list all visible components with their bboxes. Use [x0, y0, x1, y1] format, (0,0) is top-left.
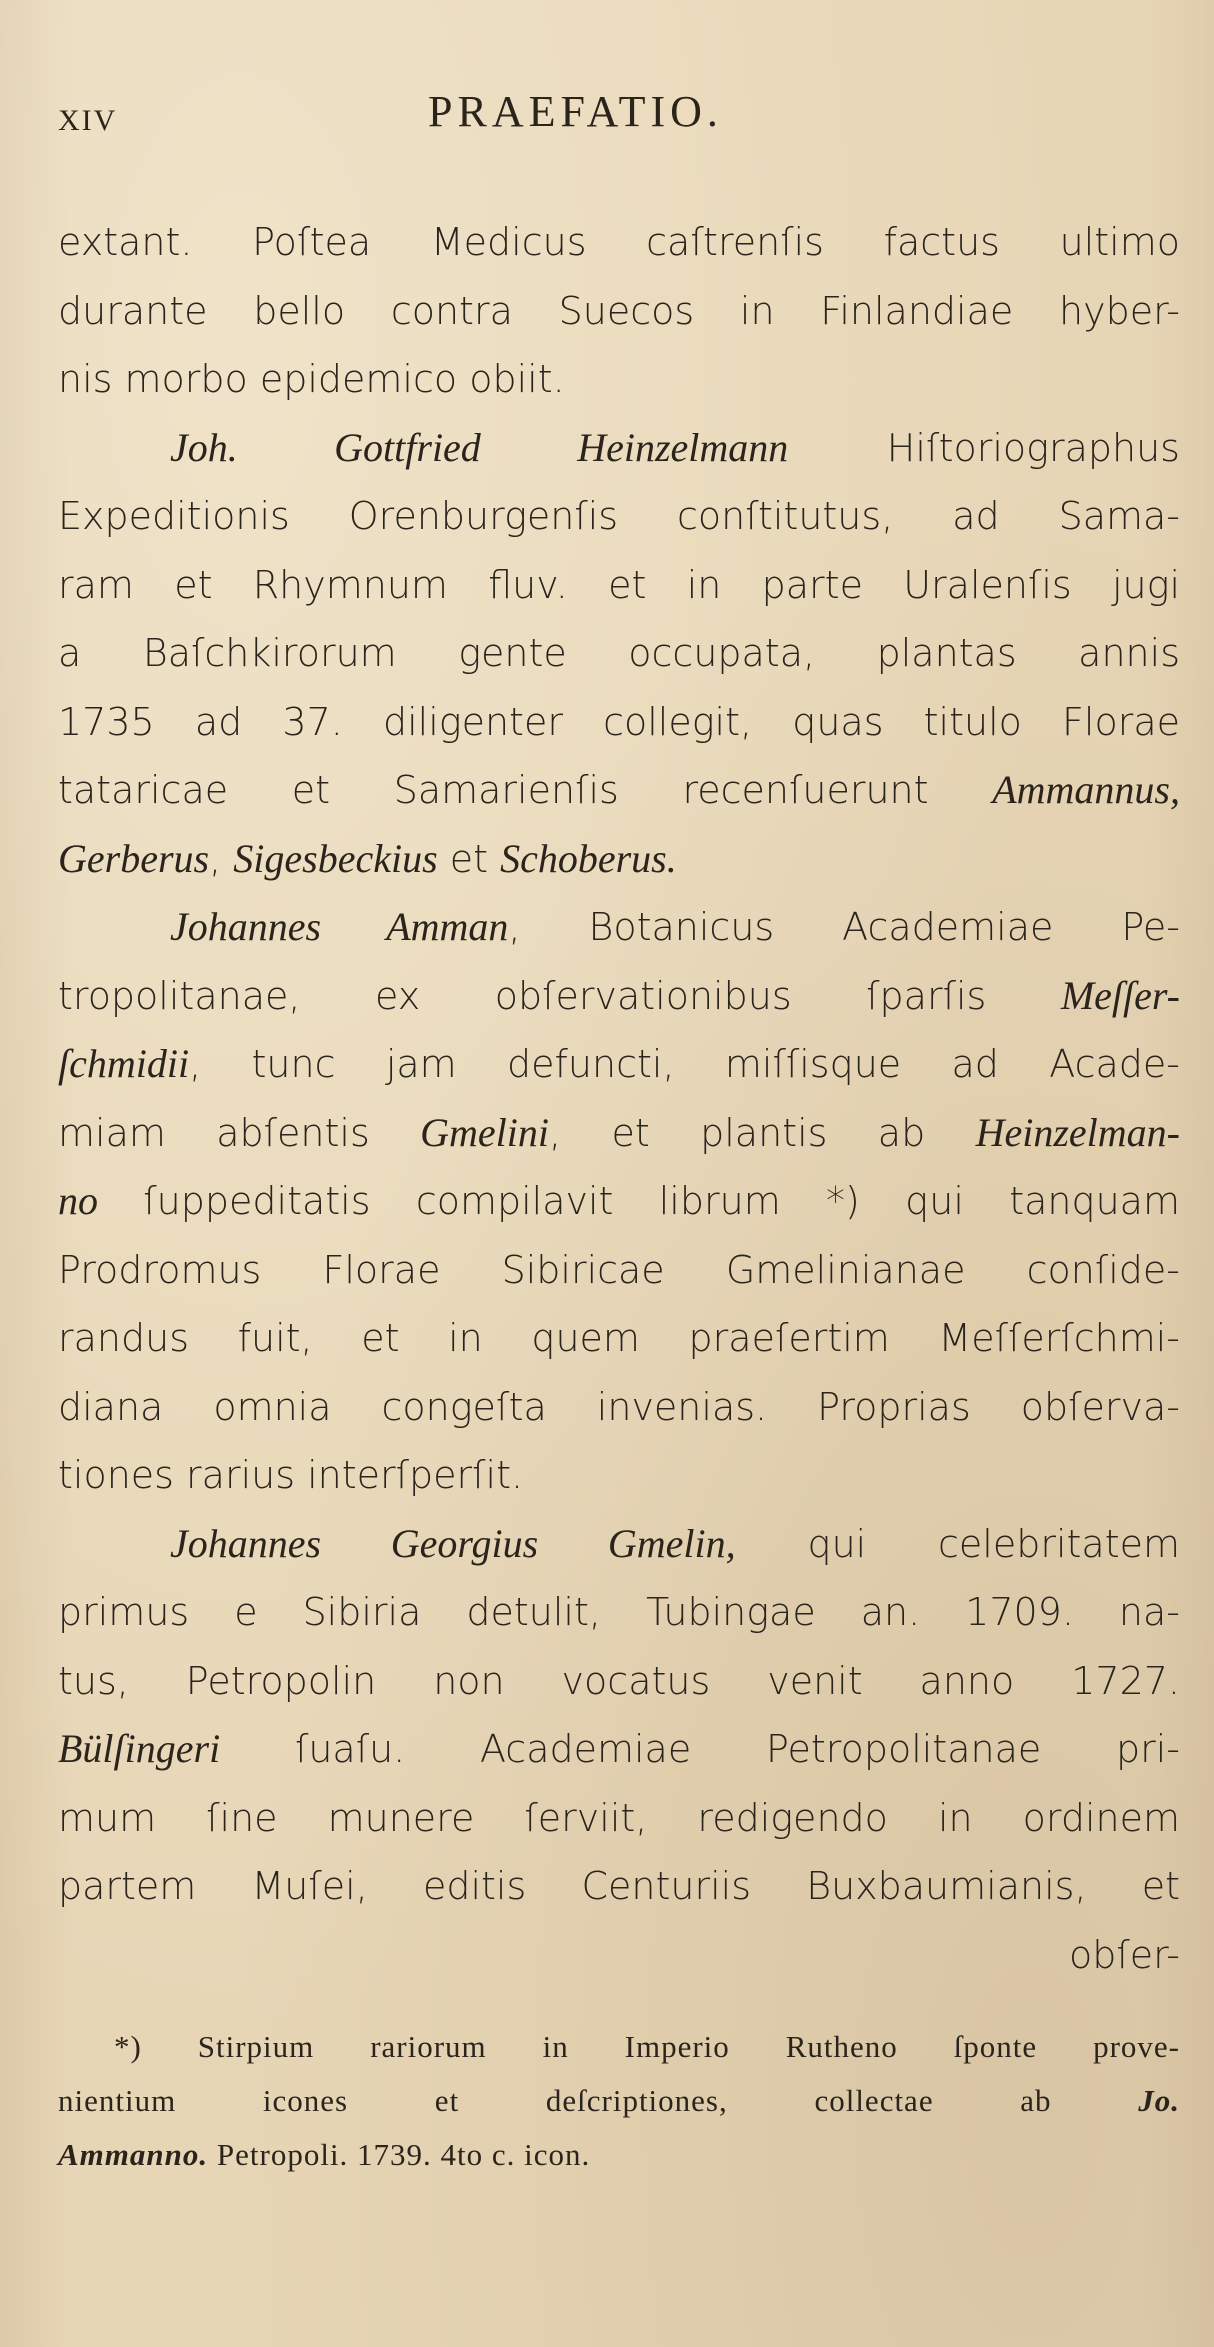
text-line: randus fuit, et in quem praeſertim Meſſerſchmi-	[58, 1316, 1180, 1360]
text-line: extant. Poſtea Medicus caſtrenſis factus ultimo	[58, 220, 1180, 264]
text-line: partem Muſei, editis Centuriis Buxbaumianis, et	[58, 1864, 1180, 1908]
text-line: tataricae et Samarienſis recenſuerunt Ammannus,	[58, 767, 1180, 812]
person-name: Gmelini	[420, 1109, 550, 1155]
text-line: primus e Sibiria detulit, Tubingae an. 1709. na-	[58, 1590, 1180, 1634]
text-line: Johannes Amman, Botanicus Academiae Pe-	[170, 904, 1180, 949]
footnote	[58, 2020, 1180, 2182]
person-name: Sigesbeckius	[233, 835, 438, 881]
text-line: nis morbo epidemico obiit.	[58, 357, 565, 401]
text-line: miam abſentis Gmelini, et plantis ab Heinzelman-	[58, 1109, 1180, 1155]
person-name: Gerberus	[58, 835, 210, 881]
text-line: Johannes Georgius Gmelin, qui celebritatem	[170, 1520, 1180, 1566]
footnote-line: nientium icones et deſcriptiones, collectae ab Jo.	[58, 2083, 1180, 2118]
person-name: Ammannus,	[992, 767, 1180, 812]
person-name: Jo.	[1138, 2083, 1180, 2118]
text-line: no ſuppeditatis compilavit librum *) qui tanquam	[58, 1178, 1180, 1223]
text-line: ram et Rhymnum fluv. et in parte Uralenſis jugi	[58, 562, 1180, 607]
person-name: ſchmidii	[58, 1041, 190, 1086]
text-line: durante bello contra Suecos in Finlandiae hyber-	[58, 288, 1180, 333]
text-line: 1735 ad 37. diligenter collegit, quas titulo Florae	[58, 699, 1180, 744]
catchword: obſer-	[1068, 1932, 1180, 1977]
text-line: tiones rarius interſperſit.	[58, 1453, 524, 1497]
page-header	[58, 86, 1158, 146]
person-name: Johannes Georgius Gmelin,	[170, 1520, 736, 1566]
person-name: Schoberus.	[500, 835, 677, 881]
person-name: Heinzelman-	[975, 1109, 1180, 1155]
text-line: diana omnia congeſta invenias. Proprias obſerva-	[58, 1384, 1180, 1429]
text-line: Bülſingeri ſuaſu. Academiae Petropolitanae pri-	[58, 1726, 1180, 1771]
text-line: tus, Petropolin non vocatus venit anno 1727.	[58, 1658, 1180, 1703]
footnote-line: *) Stirpium rariorum in Imperio Rutheno ſponte prove-	[114, 2029, 1180, 2064]
person-name: Meſſer-	[1060, 972, 1180, 1018]
text-line: Expeditionis Orenburgenſis conſtitutus, ad Sama-	[58, 494, 1180, 538]
body-text	[58, 208, 1180, 1989]
text-line: Gerberus, Sigesbeckius et Schoberus.	[58, 835, 677, 881]
text-line: a Baſchkirorum gente occupata, plantas annis	[58, 631, 1180, 675]
text-line: Joh. Gottfried Heinzelmann Hiſtoriographus	[170, 424, 1180, 470]
person-name: Ammanno.	[58, 2137, 209, 2172]
page-number: XIV	[58, 104, 118, 137]
footnote-line: Ammanno. Petropoli. 1739. 4to c. icon.	[58, 2137, 591, 2172]
person-name: no	[58, 1178, 98, 1223]
text-line: tropolitanae, ex obſervationibus ſparſis Meſſer-	[58, 972, 1180, 1018]
text-line: Prodromus Florae Sibiricae Gmelinianae conſide-	[58, 1247, 1180, 1292]
text-line: ſchmidii, tunc jam defuncti, miſſisque ad Acade-	[58, 1041, 1180, 1086]
person-name: Joh. Gottfried Heinzelmann	[170, 424, 789, 470]
person-name: Bülſingeri	[58, 1726, 221, 1771]
running-head: PRAEFATIO.	[428, 87, 723, 136]
person-name: Johannes Amman	[170, 904, 509, 949]
text-line: mum ſine munere ſerviit, redigendo in ordinem	[58, 1795, 1180, 1840]
